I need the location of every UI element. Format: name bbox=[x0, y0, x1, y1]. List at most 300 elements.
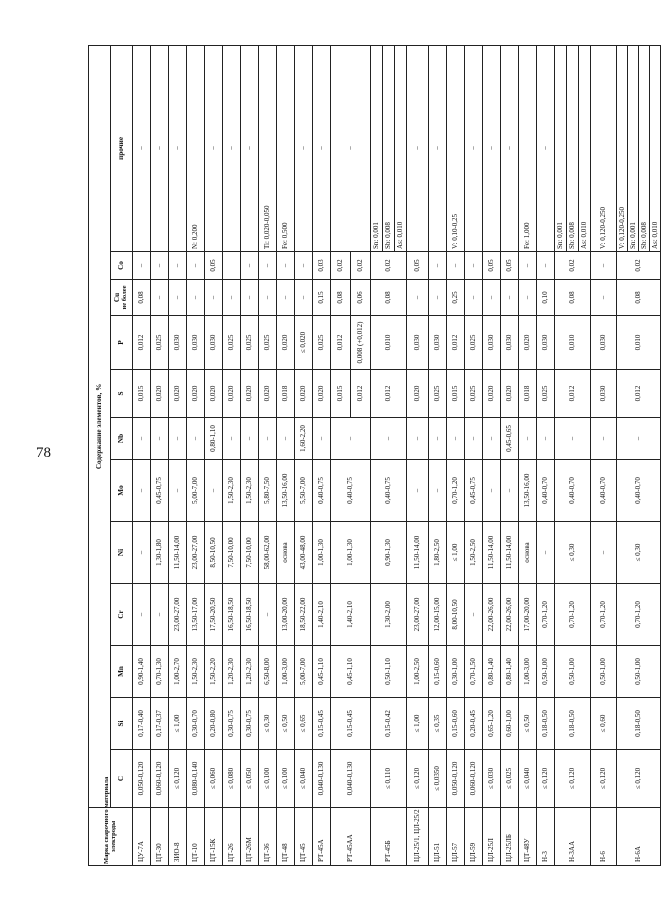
cell-cu: – bbox=[151, 280, 169, 316]
header-col-ni: Ni bbox=[111, 522, 133, 584]
cell-cr: 0,70-1,20 bbox=[617, 584, 661, 646]
cell-other: – bbox=[151, 45, 169, 251]
cell-s: 0,020 bbox=[407, 370, 429, 418]
cell-co: 0,05 bbox=[501, 252, 519, 280]
cell-co: – bbox=[259, 252, 277, 280]
cell-nb: – bbox=[169, 418, 187, 460]
cell-mo: – bbox=[429, 460, 447, 522]
table-row bbox=[407, 45, 429, 865]
cell-mo: 0,70-1,20 bbox=[447, 460, 465, 522]
header-col-cu: Cu не более bbox=[111, 280, 133, 316]
cell-cr: – bbox=[465, 584, 483, 646]
cell-s bbox=[331, 370, 371, 418]
table-row bbox=[187, 45, 205, 865]
cell-si: ≤ 1,00 bbox=[169, 698, 187, 750]
cell-si: 0,30-0,75 bbox=[223, 698, 241, 750]
cell-cr: – bbox=[259, 584, 277, 646]
cell-other: – bbox=[205, 45, 223, 251]
header-content: Содержание элементов, % bbox=[89, 45, 111, 807]
cell-co: – bbox=[537, 252, 555, 280]
cell-mn: 5,00-7,00 bbox=[295, 646, 313, 698]
cell-other-part: Sn: 0,001 bbox=[627, 46, 638, 251]
cell-ni: 1,30-1,80 bbox=[151, 522, 169, 584]
cell-other bbox=[617, 45, 661, 251]
cell-co: 0,02 bbox=[371, 252, 407, 280]
cell-cu: – bbox=[407, 280, 429, 316]
cell-si: 0,20-0,80 bbox=[205, 698, 223, 750]
cell-si: 0,30-0,75 bbox=[241, 698, 259, 750]
header-cu-note: не более bbox=[120, 285, 128, 310]
cell-grade: ЦТ-48 bbox=[277, 808, 295, 866]
cell-co: 0,05 bbox=[205, 252, 223, 280]
cell-ni: основа bbox=[277, 522, 295, 584]
cell-s: 0,020 bbox=[295, 370, 313, 418]
composition-table bbox=[88, 45, 661, 866]
cell-nb: – bbox=[447, 418, 465, 460]
cell-mn: 1,20-2,30 bbox=[223, 646, 241, 698]
cell-nb: – bbox=[429, 418, 447, 460]
cell-p: 0,020 bbox=[277, 316, 295, 370]
cell-other-part: Sb: 0,008 bbox=[638, 46, 649, 251]
table-body bbox=[133, 45, 661, 865]
cell-grade: ЦТ-30 bbox=[151, 808, 169, 866]
cell-grade: ЗИО-8 bbox=[169, 808, 187, 866]
cell-nb: – bbox=[187, 418, 205, 460]
cell-mo: 0,45-0,75 bbox=[465, 460, 483, 522]
cell-mn: 0,90-1,40 bbox=[133, 646, 151, 698]
cell-mo: 1,50-2,30 bbox=[223, 460, 241, 522]
cell-grade: ЦУ-7А bbox=[133, 808, 151, 866]
cell-c: ≤ 0,080 bbox=[223, 750, 241, 808]
cell-p: 0,025 bbox=[313, 316, 331, 370]
cell-grade: Н-6А bbox=[617, 808, 661, 866]
cell-mo: 0,40-0,70 bbox=[617, 460, 661, 522]
cell-mo: 0,45-0,75 bbox=[151, 460, 169, 522]
cell-si: ≤ 0,50 bbox=[277, 698, 295, 750]
cell-co: – bbox=[133, 252, 151, 280]
cell-p: 0,025 bbox=[223, 316, 241, 370]
cell-nb: – bbox=[407, 418, 429, 460]
cell-mo: – bbox=[501, 460, 519, 522]
cell-co: – bbox=[465, 252, 483, 280]
cell-mo: 0,40-0,75 bbox=[331, 460, 371, 522]
cell-c: ≤ 0,0350 bbox=[429, 750, 447, 808]
cell-cu: – bbox=[259, 280, 277, 316]
cell-si: ≤ 0,35 bbox=[429, 698, 447, 750]
cell-s: 0,025 bbox=[537, 370, 555, 418]
cell-grade: ЦТ-36 bbox=[259, 808, 277, 866]
cell-ni: 43,00-48,00 bbox=[295, 522, 313, 584]
cell-mn: 1,00-2,50 bbox=[407, 646, 429, 698]
cell-si: ≤ 1,00 bbox=[407, 698, 429, 750]
cell-nb: 0,80-1,10 bbox=[205, 418, 223, 460]
cell-p bbox=[331, 316, 371, 370]
cell-other: – bbox=[407, 45, 429, 251]
cell-s: 0,020 bbox=[205, 370, 223, 418]
cell-p: 0,025 bbox=[259, 316, 277, 370]
cell-mo: 5,80-7,50 bbox=[259, 460, 277, 522]
cell-co: – bbox=[591, 252, 617, 280]
cell-mo: 5,50-7,00 bbox=[295, 460, 313, 522]
cell-nb: – bbox=[133, 418, 151, 460]
table-row bbox=[331, 45, 371, 865]
header-electrodes-label: электроды bbox=[109, 820, 117, 853]
cell-nb: – bbox=[555, 418, 591, 460]
cell-cr: 18,50-22,00 bbox=[295, 584, 313, 646]
cell-mn: 0,50-1,00 bbox=[555, 646, 591, 698]
cell-other-part: Sb: 0,008 bbox=[382, 46, 394, 251]
cell-si: 0,15-0,42 bbox=[371, 698, 407, 750]
cell-cr: 13,00-20,00 bbox=[277, 584, 295, 646]
cell-s: 0,025 bbox=[429, 370, 447, 418]
cell-other-part: Sn: 0,001 bbox=[372, 222, 380, 249]
cell-ni: – bbox=[591, 522, 617, 584]
cell-grade: ЦЛ-25Л bbox=[483, 808, 501, 866]
cell-s: 0,012 bbox=[617, 370, 661, 418]
cell-mn: 0,30-1,00 bbox=[447, 646, 465, 698]
cell-s: 0,015 bbox=[447, 370, 465, 418]
cell-grade: ЦТ-45 bbox=[295, 808, 313, 866]
cell-si: 0,60-1,00 bbox=[501, 698, 519, 750]
cell-grade: ЦТ-48У bbox=[519, 808, 537, 866]
header-col-co: Co bbox=[111, 252, 133, 280]
cell-nb: – bbox=[591, 418, 617, 460]
header-col-other: прочие bbox=[111, 45, 133, 251]
cell-grade: ЦЛ-59 bbox=[465, 808, 483, 866]
cell-mn: 0,70-1,30 bbox=[151, 646, 169, 698]
cell-mn: 1,50-2,30 bbox=[187, 646, 205, 698]
cell-other: – bbox=[465, 45, 483, 251]
cell-other: N: 0,200 bbox=[187, 45, 205, 251]
cell-c: 0,050-0,120 bbox=[133, 750, 151, 808]
cell-mo: – bbox=[169, 460, 187, 522]
table-row bbox=[591, 45, 617, 865]
cell-si: 0,18-0,50 bbox=[617, 698, 661, 750]
cell-nb: – bbox=[519, 418, 537, 460]
header-col-mo: Mo bbox=[111, 460, 133, 522]
cell-other: – bbox=[223, 45, 241, 251]
cell-s: 0,015 bbox=[133, 370, 151, 418]
cell-cu bbox=[331, 280, 371, 316]
cell-cr: 1,40-2,10 bbox=[331, 584, 371, 646]
cell-ni: 11,50-14,00 bbox=[483, 522, 501, 584]
table-row bbox=[617, 45, 661, 865]
cell-mo: 5,00-7,00 bbox=[187, 460, 205, 522]
cell-s: 0,020 bbox=[223, 370, 241, 418]
cell-si: 0,15-0,45 bbox=[313, 698, 331, 750]
cell-si: 0,17-0,40 bbox=[133, 698, 151, 750]
cell-other-part: As: 0,010 bbox=[394, 46, 406, 251]
cell-other-part: Sn: 0,001 bbox=[556, 222, 564, 249]
cell-cu: – bbox=[501, 280, 519, 316]
header-col-cr: Cr bbox=[111, 584, 133, 646]
cell-c: 0,060-0,120 bbox=[151, 750, 169, 808]
header-columns-row bbox=[111, 45, 133, 865]
cell-cr: 23,00-27,00 bbox=[169, 584, 187, 646]
cell-cu: 0,08 bbox=[133, 280, 151, 316]
cell-co: 0,05 bbox=[483, 252, 501, 280]
cell-p: ≤ 0,020 bbox=[295, 316, 313, 370]
cell-nb: – bbox=[223, 418, 241, 460]
table-row bbox=[223, 45, 241, 865]
cell-other: V: 0,120-0,250 bbox=[591, 45, 617, 251]
cell-cr: 23,00-27,00 bbox=[407, 584, 429, 646]
cell-ni: – bbox=[537, 522, 555, 584]
cell-si: 0,20-0,45 bbox=[465, 698, 483, 750]
cell-cu: – bbox=[465, 280, 483, 316]
cell-cu: – bbox=[591, 280, 617, 316]
table-row bbox=[169, 45, 187, 865]
cell-mo: – bbox=[483, 460, 501, 522]
cell-c: ≤ 0,120 bbox=[407, 750, 429, 808]
cell-co: – bbox=[169, 252, 187, 280]
cell-p: 0,010 bbox=[555, 316, 591, 370]
cell-ni: 1,80-2,50 bbox=[429, 522, 447, 584]
cell-mo: – bbox=[407, 460, 429, 522]
cell-mo: 0,40-0,75 bbox=[313, 460, 331, 522]
cell-mn: 0,50-1,10 bbox=[371, 646, 407, 698]
cell-grade: ЦЛ-25ЛБ bbox=[501, 808, 519, 866]
cell-other: – bbox=[133, 45, 151, 251]
cell-cr: 22,00-26,00 bbox=[501, 584, 519, 646]
cell-mo: – bbox=[133, 460, 151, 522]
table-row bbox=[241, 45, 259, 865]
cell-ni: ≤ 0,30 bbox=[617, 522, 661, 584]
cell-other: Ti: 0,020-0,050 bbox=[259, 45, 277, 251]
cell-ni: 1,00-1,30 bbox=[331, 522, 371, 584]
cell-s: 0,012 bbox=[371, 370, 407, 418]
table-row bbox=[537, 45, 555, 865]
cell-p-part: 0,008 (+0,012) bbox=[350, 316, 370, 369]
cell-s: 0,020 bbox=[241, 370, 259, 418]
cell-co: 0,02 bbox=[555, 252, 591, 280]
cell-mo: 0,40-0,70 bbox=[555, 460, 591, 522]
cell-mn: 1,20-2,30 bbox=[241, 646, 259, 698]
cell-cu: – bbox=[295, 280, 313, 316]
cell-nb: – bbox=[277, 418, 295, 460]
cell-s: 0,025 bbox=[465, 370, 483, 418]
cell-p: 0,010 bbox=[371, 316, 407, 370]
cell-ni: основа bbox=[519, 522, 537, 584]
cell-mn: 1,00-3,00 bbox=[519, 646, 537, 698]
page-number: 78 bbox=[36, 445, 51, 461]
cell-p: 0,025 bbox=[465, 316, 483, 370]
cell-s-part: 0,015 bbox=[336, 385, 344, 402]
cell-nb: – bbox=[151, 418, 169, 460]
cell-other: – bbox=[169, 45, 187, 251]
cell-co: – bbox=[447, 252, 465, 280]
table-row bbox=[519, 45, 537, 865]
cell-ni: 1,50-2,50 bbox=[465, 522, 483, 584]
cell-c: ≤ 0,100 bbox=[259, 750, 277, 808]
cell-ni: 8,50-10,50 bbox=[205, 522, 223, 584]
cell-other bbox=[555, 45, 591, 251]
cell-p: 0,012 bbox=[447, 316, 465, 370]
cell-si: 0,65-1,20 bbox=[483, 698, 501, 750]
cell-mn: 1,50-2,20 bbox=[205, 646, 223, 698]
header-col-nb: Nb bbox=[111, 418, 133, 460]
table-row bbox=[151, 45, 169, 865]
cell-grade: ЦТ-26 bbox=[223, 808, 241, 866]
cell-s: 0,012 bbox=[555, 370, 591, 418]
cell-c: 0,050-0,120 bbox=[447, 750, 465, 808]
table-row bbox=[259, 45, 277, 865]
cell-cu: 0,15 bbox=[313, 280, 331, 316]
cell-si: ≤ 0,65 bbox=[295, 698, 313, 750]
cell-co: – bbox=[295, 252, 313, 280]
cell-other-part: Sb: 0,008 bbox=[566, 46, 578, 251]
cell-grade: ЦТ-10 bbox=[187, 808, 205, 866]
cell-other-part: As: 0,010 bbox=[578, 46, 590, 251]
cell-c: 0,080-0,140 bbox=[187, 750, 205, 808]
cell-si: ≤ 0,60 bbox=[591, 698, 617, 750]
cell-s: 0,020 bbox=[483, 370, 501, 418]
cell-co: 0,03 bbox=[313, 252, 331, 280]
cell-c: ≤ 0,040 bbox=[295, 750, 313, 808]
cell-p: 0,030 bbox=[205, 316, 223, 370]
cell-nb: 0,45-0,65 bbox=[501, 418, 519, 460]
cell-other: V: 0,10-0,25 bbox=[447, 45, 465, 251]
table-row bbox=[447, 45, 465, 865]
cell-p: 0,030 bbox=[501, 316, 519, 370]
cell-grade: ЦЛ-57 bbox=[447, 808, 465, 866]
cell-c: ≤ 0,100 bbox=[277, 750, 295, 808]
cell-other-part: V: 0,120-0,250 bbox=[618, 206, 626, 249]
cell-mn: 6,50-8,00 bbox=[259, 646, 277, 698]
cell-cr: 17,00-20,00 bbox=[519, 584, 537, 646]
cell-p: 0,030 bbox=[407, 316, 429, 370]
cell-co bbox=[331, 252, 371, 280]
cell-cr: – bbox=[133, 584, 151, 646]
cell-cu: – bbox=[429, 280, 447, 316]
cell-grade: ЦТ-15К bbox=[205, 808, 223, 866]
cell-mn: 0,50-1,00 bbox=[591, 646, 617, 698]
cell-ni: 7,50-10,00 bbox=[223, 522, 241, 584]
cell-other: – bbox=[537, 45, 555, 251]
cell-nb: – bbox=[371, 418, 407, 460]
cell-cr: 1,30-2,00 bbox=[371, 584, 407, 646]
cell-cr: 22,00-26,00 bbox=[483, 584, 501, 646]
cell-co: – bbox=[429, 252, 447, 280]
cell-s: 0,020 bbox=[151, 370, 169, 418]
cell-cu: 0,25 bbox=[447, 280, 465, 316]
cell-c: 0,060-0,120 bbox=[465, 750, 483, 808]
cell-mo: 0,40-0,70 bbox=[537, 460, 555, 522]
cell-p: 0,010 bbox=[617, 316, 661, 370]
cell-ni: 7,50-10,00 bbox=[241, 522, 259, 584]
cell-mn: 0,80-1,40 bbox=[483, 646, 501, 698]
table-row bbox=[465, 45, 483, 865]
table-row bbox=[555, 45, 591, 865]
cell-nb: – bbox=[537, 418, 555, 460]
cell-c: ≤ 0,050 bbox=[241, 750, 259, 808]
cell-other: – bbox=[331, 45, 371, 251]
cell-s: 0,020 bbox=[187, 370, 205, 418]
cell-cu: – bbox=[205, 280, 223, 316]
cell-ni: 11,50-14,00 bbox=[407, 522, 429, 584]
table-row bbox=[133, 45, 151, 865]
cell-mo: 13,50-16,00 bbox=[277, 460, 295, 522]
cell-s: 0,020 bbox=[313, 370, 331, 418]
cell-c: ≤ 0,120 bbox=[169, 750, 187, 808]
cell-p: 0,030 bbox=[169, 316, 187, 370]
cell-p: 0,030 bbox=[537, 316, 555, 370]
cell-ni: ≤ 0,30 bbox=[555, 522, 591, 584]
cell-s: 0,020 bbox=[169, 370, 187, 418]
cell-ni: 58,00-62,00 bbox=[259, 522, 277, 584]
cell-ni: 11,50-14,00 bbox=[501, 522, 519, 584]
cell-si: 0,18-0,50 bbox=[537, 698, 555, 750]
cell-other: – bbox=[483, 45, 501, 251]
cell-nb: – bbox=[617, 418, 661, 460]
header-material-grade bbox=[89, 776, 133, 866]
cell-co: – bbox=[519, 252, 537, 280]
cell-c: ≤ 0,120 bbox=[591, 750, 617, 808]
cell-other: – bbox=[241, 45, 259, 251]
cell-c: 0,040-0,130 bbox=[313, 750, 331, 808]
cell-c: ≤ 0,120 bbox=[555, 750, 591, 808]
cell-c: ≤ 0,040 bbox=[519, 750, 537, 808]
cell-co: – bbox=[187, 252, 205, 280]
cell-c: ≤ 0,110 bbox=[371, 750, 407, 808]
header-col-s: S bbox=[111, 370, 133, 418]
cell-mn: 0,50-1,00 bbox=[617, 646, 661, 698]
cell-grade: Н-6 bbox=[591, 808, 617, 866]
cell-grade: Н-3 bbox=[537, 808, 555, 866]
cell-s: 0,030 bbox=[591, 370, 617, 418]
cell-si: ≤ 0,50 bbox=[519, 698, 537, 750]
table-row bbox=[205, 45, 223, 865]
cell-mn: 0,45-1,10 bbox=[313, 646, 331, 698]
rotated-table-container bbox=[88, 46, 659, 866]
cell-cu: 0,08 bbox=[555, 280, 591, 316]
cell-grade: ЦЛ-25/1, ЦЛ-25/2 bbox=[407, 808, 429, 866]
cell-s-part: 0,012 bbox=[350, 370, 370, 417]
cell-p: 0,025 bbox=[241, 316, 259, 370]
cell-grade: РТ-45А bbox=[313, 808, 331, 866]
cell-mo: 0,40-0,75 bbox=[371, 460, 407, 522]
cell-mo: 0,40-0,70 bbox=[591, 460, 617, 522]
cell-co-part: 0,02 bbox=[336, 259, 344, 272]
cell-cu: – bbox=[277, 280, 295, 316]
cell-p: 0,020 bbox=[519, 316, 537, 370]
cell-cr: 1,40-2,10 bbox=[313, 584, 331, 646]
cell-cu: – bbox=[187, 280, 205, 316]
cell-c: 0,040-0,130 bbox=[331, 750, 371, 808]
cell-ni: – bbox=[133, 522, 151, 584]
table-row bbox=[313, 45, 331, 865]
cell-cr: 0,70-1,20 bbox=[555, 584, 591, 646]
cell-co-part: 0,02 bbox=[350, 252, 370, 279]
cell-si: ≤ 0,30 bbox=[259, 698, 277, 750]
header-col-p: P bbox=[111, 316, 133, 370]
cell-si: 0,15-0,45 bbox=[331, 698, 371, 750]
cell-mo: 13,50-16,00 bbox=[519, 460, 537, 522]
cell-other: – bbox=[429, 45, 447, 251]
cell-grade: ЦЛ-51 bbox=[429, 808, 447, 866]
cell-grade: Н-3АА bbox=[555, 808, 591, 866]
header-material-label: Марка сварочного материала bbox=[102, 776, 110, 864]
cell-mn: 0,80-1,40 bbox=[501, 646, 519, 698]
cell-nb: – bbox=[331, 418, 371, 460]
cell-cr: 0,70-1,20 bbox=[591, 584, 617, 646]
cell-ni: 1,00-1,30 bbox=[313, 522, 331, 584]
cell-nb: – bbox=[241, 418, 259, 460]
cell-cu: – bbox=[223, 280, 241, 316]
cell-mo: 1,50-2,30 bbox=[241, 460, 259, 522]
cell-other: – bbox=[501, 45, 519, 251]
table-row bbox=[429, 45, 447, 865]
